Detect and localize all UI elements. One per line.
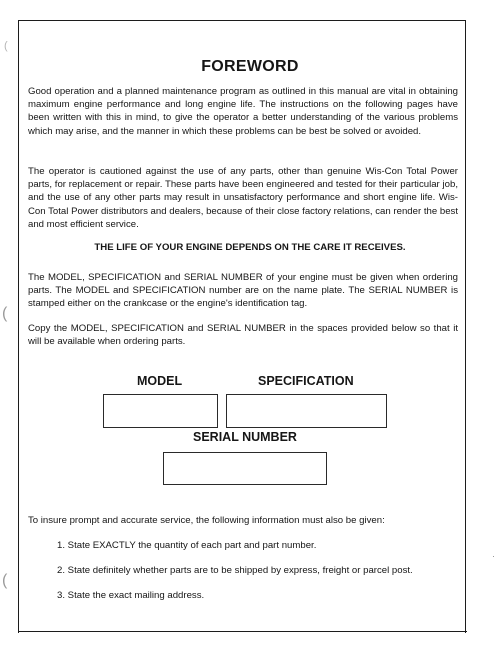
page-title: FOREWORD — [201, 58, 299, 75]
specification-field[interactable] — [226, 394, 387, 428]
list-item: 1. State EXACTLY the quantity of each part and part number. — [57, 540, 317, 551]
page-frame-bottom — [18, 631, 467, 632]
caution-paragraph: The operator is cautioned against the use of any parts, other than genuine Wis-Con Total Power parts, for replacement or repair. These parts have been engineered and tested for their particular job, and the use of any other parts may result in unsatisfactory performance and short engine life. Wis-Con Total Power distributors and dealers, because of their close factory relations, can render the best and most efficient service. — [28, 166, 458, 230]
binding-mark: ( — [4, 40, 8, 52]
model-field[interactable] — [103, 394, 218, 428]
scan-speck: · — [492, 551, 495, 561]
emphasis-heading: THE LIFE OF YOUR ENGINE DEPENDS ON THE CARE IT RECEIVES. — [94, 242, 406, 253]
list-item: 2. State definitely whether parts are to be shipped by express, freight or parcel post. — [57, 565, 413, 576]
serial-number-label: SERIAL NUMBER — [193, 430, 297, 444]
binding-mark: ( — [2, 572, 8, 589]
identification-paragraph: The MODEL, SPECIFICATION and SERIAL NUMBER of your engine must be given when ordering parts. The MODEL and SPECIFICATION number are on the name plate. The SERIAL NUMBER is stamped either on the crankcase or the engine's identification tag. — [28, 272, 458, 310]
model-label: MODEL — [137, 374, 183, 388]
serial-number-field[interactable] — [163, 452, 327, 485]
copy-instructions-paragraph: Copy the MODEL, SPECIFICATION and SERIAL NUMBER in the spaces provided below so that it will be available when ordering parts. — [28, 323, 458, 348]
info-intro: To insure prompt and accurate service, the following information must also be given: — [28, 515, 385, 526]
list-item: 3. State the exact mailing address. — [57, 590, 205, 601]
specification-label: SPECIFICATION — [258, 374, 354, 388]
binding-mark: ( — [2, 305, 8, 322]
intro-paragraph: Good operation and a planned maintenance program as outlined in this manual are vital in obtaining maximum engine performance and long engine life. The instructions on the following pages have been written with this in mind, to give the operator a better understanding of the various problems which may arise, and the manner in which these problems can be best be solved or avoided. — [28, 86, 458, 137]
